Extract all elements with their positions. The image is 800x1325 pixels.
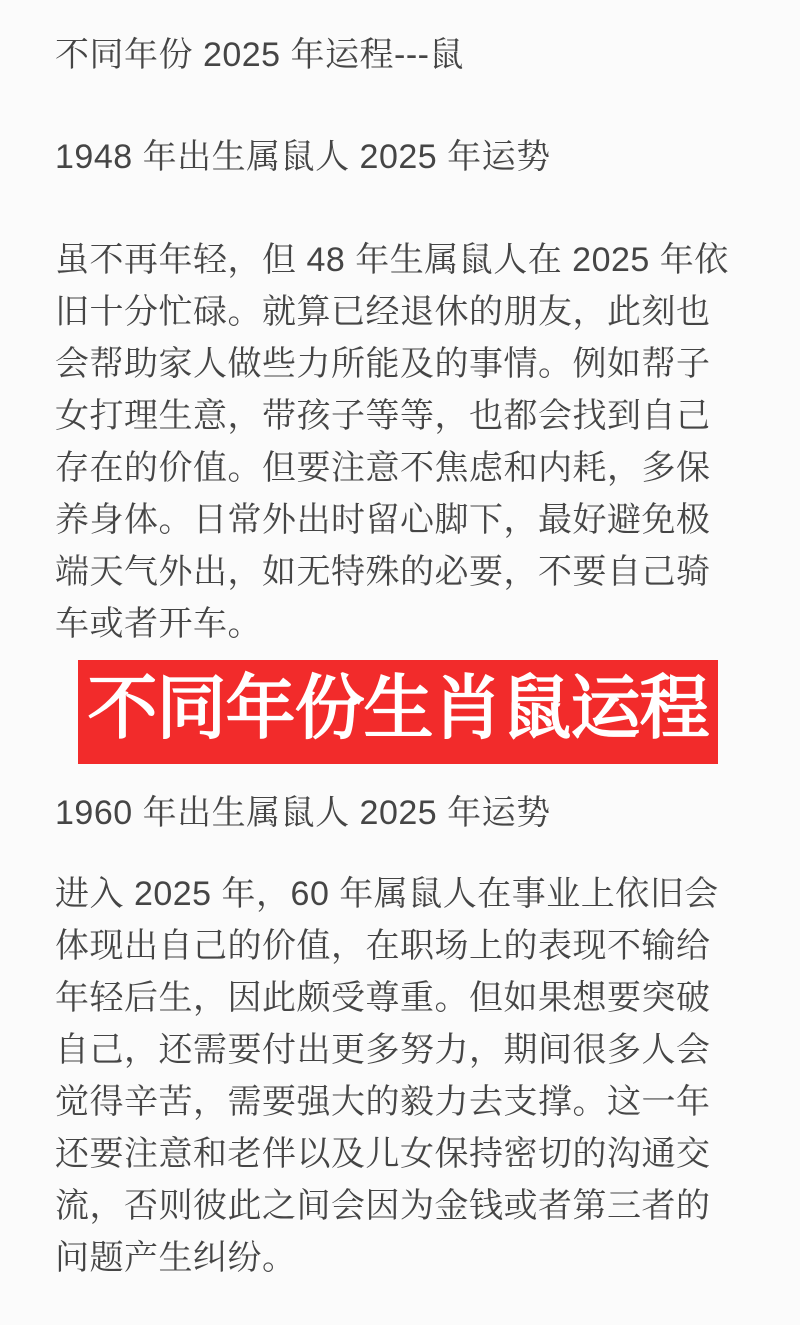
paragraph-line: 车或者开车。 — [55, 605, 262, 643]
paragraph-line: 养身体。日常外出时留心脚下，最好避免极 — [55, 501, 711, 539]
paragraph-line: 问题产生纠纷。 — [55, 1239, 297, 1277]
section-heading-1960: 1960 年出生属鼠人 2025 年运势 — [55, 794, 551, 832]
paragraph-line: 体现出自己的价值，在职场上的表现不输给 — [55, 927, 711, 965]
banner-label: 不同年份生肖鼠运程 — [87, 671, 709, 748]
paragraph-line: 女打理生意，带孩子等等，也都会找到自己 — [55, 397, 711, 435]
zodiac-rat-banner — [78, 660, 718, 764]
paragraph-line: 进入 2025 年，60 年属鼠人在事业上依旧会 — [55, 875, 719, 913]
paragraph-line: 自己，还需要付出更多努力，期间很多人会 — [55, 1031, 711, 1069]
page-title: 不同年份 2025 年运程---鼠 — [55, 36, 464, 74]
paragraph-line: 端天气外出，如无特殊的必要，不要自己骑 — [55, 553, 711, 591]
paragraph-line: 还要注意和老伴以及儿女保持密切的沟通交 — [55, 1135, 711, 1173]
paragraph-line: 流，否则彼此之间会因为金钱或者第三者的 — [55, 1187, 711, 1225]
paragraph-line: 年轻后生，因此颇受尊重。但如果想要突破 — [55, 979, 711, 1017]
paragraph-1960 — [55, 868, 745, 1284]
paragraph-line: 会帮助家人做些力所能及的事情。例如帮子 — [55, 345, 711, 383]
paragraph-line: 存在的价值。但要注意不焦虑和内耗，多保 — [55, 449, 711, 487]
paragraph-line: 旧十分忙碌。就算已经退休的朋友，此刻也 — [55, 293, 711, 331]
paragraph-1948 — [55, 234, 745, 650]
paragraph-line: 虽不再年轻，但 48 年生属鼠人在 2025 年依 — [55, 241, 729, 279]
section-heading-1948: 1948 年出生属鼠人 2025 年运势 — [55, 138, 551, 176]
paragraph-line: 觉得辛苦，需要强大的毅力去支撑。这一年 — [55, 1083, 711, 1121]
